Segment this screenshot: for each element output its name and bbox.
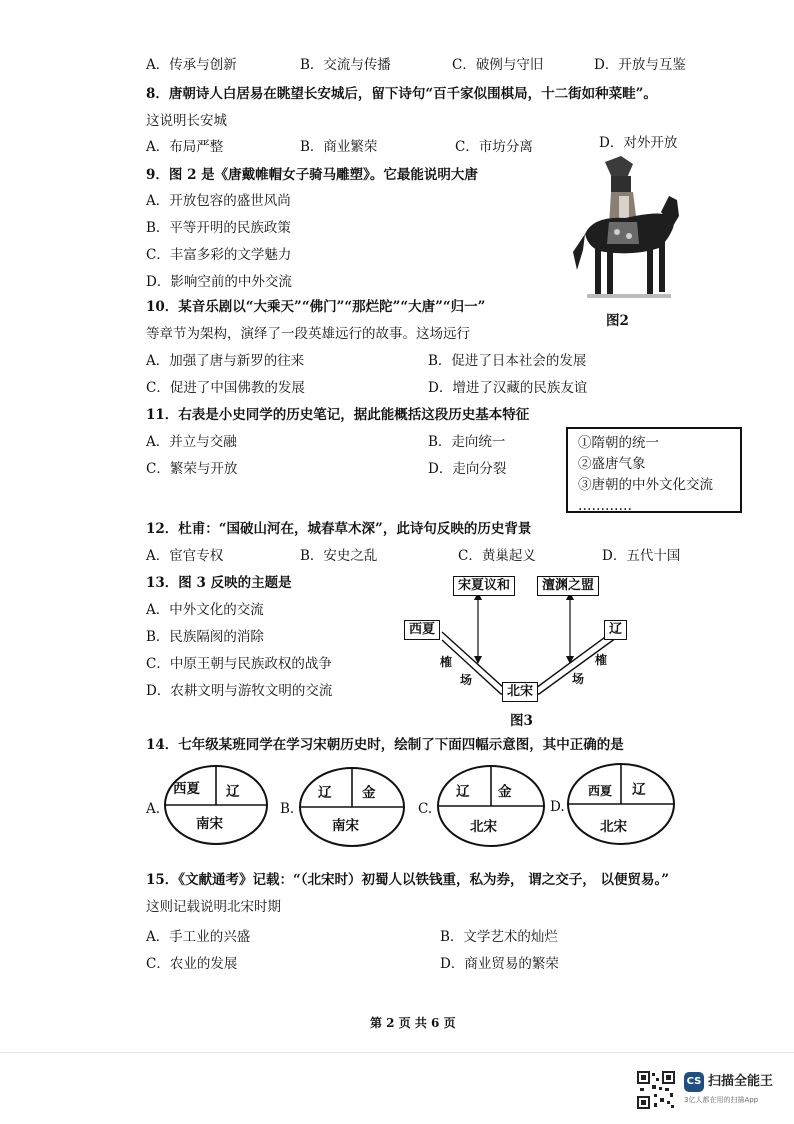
q10-option-c: C．促进了中国佛教的发展 (146, 380, 305, 396)
q15-option-c: C．农业的发展 (146, 956, 238, 972)
q15-stem-line1: 15．《文献通考》记载：“（北宋时）初蜀人以铁钱重，私为券， 谓之交子， 以便贸易。” (146, 872, 669, 888)
qr-code-icon (636, 1070, 676, 1110)
note-line: ②盛唐气象 (578, 456, 646, 472)
figure2-caption: 图2 (606, 313, 629, 329)
q12-stem: 12．杜甫：“国破山河在，城春草木深”，此诗句反映的历史背景 (146, 521, 532, 537)
q14-choice-c-letter: C. (418, 801, 433, 817)
q12-option-c: C．黄巢起义 (458, 548, 536, 564)
q10-stem-line2: 等章节为架构，演绎了一段英雄远行的故事。这场远行 (146, 326, 470, 342)
q7-option-a: A．传承与创新 (146, 57, 237, 73)
q9-option-b: B．平等开明的民族政策 (146, 220, 291, 236)
scanner-app-tagline: 3亿人都在用的扫描App (684, 1096, 759, 1104)
q8-stem-line1: 8．唐朝诗人白居易在眺望长安城后，留下诗句“百千家似围棋局，十二街如种菜畦”。 (146, 86, 657, 102)
q13-option-b: B．民族隔阂的消除 (146, 629, 264, 645)
q10-option-d: D．增进了汉藏的民族友谊 (428, 380, 588, 396)
diagram-label-liao: 辽 (604, 620, 627, 640)
q14-choice-a-letter: A. (146, 801, 161, 817)
q7-option-c: C．破例与守旧 (452, 57, 544, 73)
q8-stem-line2: 这说明长安城 (146, 113, 227, 129)
q14-c-top-left: 辽 (456, 784, 470, 800)
q8-option-c: C．市坊分离 (455, 139, 533, 155)
q11-option-d: D．走向分裂 (428, 461, 507, 477)
q9-stem: 9．图 2 是《唐戴帷帽女子骑马雕塑》。它最能说明大唐 (146, 167, 478, 183)
diagram-label-xixia: 西夏 (404, 620, 440, 640)
diagram-route-right-2: 场 (572, 672, 585, 686)
q14-b-bottom: 南宋 (332, 818, 359, 834)
q14-c-top-right: 金 (498, 784, 512, 800)
q12-option-a: A．宦官专权 (146, 548, 224, 564)
q15-option-b: B．文学艺术的灿烂 (440, 929, 558, 945)
figure2-horse-rider-image (565, 152, 685, 304)
diagram-route-left-2: 场 (460, 673, 473, 687)
q14-a-top-right: 辽 (226, 784, 240, 800)
q12-option-d: D．五代十国 (602, 548, 681, 564)
q14-d-top-right: 辽 (632, 782, 646, 798)
note-line: ③唐朝的中外文化交流 (578, 477, 713, 493)
q7-option-b: B．交流与传播 (300, 57, 391, 73)
q13-option-c: C．中原王朝与民族政权的战争 (146, 656, 332, 672)
q15-stem-line2: 这则记载说明北宋时期 (146, 899, 281, 915)
q14-choice-a-diagram (163, 764, 269, 846)
diagram-label-northern-song: 北宋 (502, 682, 538, 702)
diagram-label-chanyuan-treaty: 澶渊之盟 (537, 576, 599, 596)
q8-option-a: A．布局严整 (146, 139, 224, 155)
q15-option-a: A．手工业的兴盛 (146, 929, 251, 945)
diagram-route-right-1: 榷 (595, 653, 608, 667)
q14-a-bottom: 南宋 (196, 816, 223, 832)
diagram-route-left-1: 榷 (440, 655, 453, 669)
figure3-caption: 图3 (510, 713, 533, 729)
q9-option-c: C．丰富多彩的文学魅力 (146, 247, 292, 263)
q11-stem: 11．右表是小史同学的历史笔记，据此能概括这段历史基本特征 (146, 407, 530, 423)
q11-notes-box (566, 427, 742, 513)
q14-choice-b-diagram (298, 766, 406, 848)
q15-option-d: D．商业贸易的繁荣 (440, 956, 559, 972)
q11-option-a: A．并立与交融 (146, 434, 237, 450)
q10-stem-line1: 10．某音乐剧以“大乘天”“佛门”“那烂陀”“大唐”“归一” (146, 299, 486, 315)
q14-a-top-left: 西夏 (173, 781, 200, 797)
q8-option-d: D．对外开放 (599, 135, 678, 151)
scanner-logo-icon: CS (684, 1072, 704, 1092)
q10-option-b: B．促进了日本社会的发展 (428, 353, 587, 369)
q14-choice-d-letter: D. (550, 799, 565, 815)
q13-option-d: D．农耕文明与游牧文明的交流 (146, 683, 333, 699)
q7-option-d: D．开放与互鉴 (594, 57, 686, 73)
q14-choice-b-letter: B. (280, 801, 295, 817)
note-line: ………… (578, 498, 632, 514)
q9-option-a: A．开放包容的盛世风尚 (146, 193, 291, 209)
q14-stem: 14．七年级某班同学在学习宋朝历史时，绘制了下面四幅示意图，其中正确的是 (146, 737, 624, 753)
q14-d-top-left: 西夏 (588, 784, 613, 798)
q14-b-top-left: 辽 (318, 785, 332, 801)
footer-divider (0, 1052, 794, 1053)
q14-d-bottom: 北宋 (600, 819, 627, 835)
q10-option-a: A．加强了唐与新罗的往来 (146, 353, 305, 369)
note-line: ①隋朝的统一 (578, 435, 659, 451)
page-number: 第 2 页 共 6 页 (370, 1016, 456, 1030)
q13-option-a: A．中外文化的交流 (146, 602, 264, 618)
scanner-app-name: 扫描全能王 (708, 1074, 774, 1089)
q9-option-d: D．影响空前的中外交流 (146, 274, 292, 290)
q11-option-b: B．走向统一 (428, 434, 506, 450)
diagram-label-song-xia-peace: 宋夏议和 (453, 576, 515, 596)
q14-c-bottom: 北宋 (470, 819, 497, 835)
q11-option-c: C．繁荣与开放 (146, 461, 238, 477)
q13-stem: 13．图 3 反映的主题是 (146, 575, 292, 591)
q14-b-top-right: 金 (362, 785, 376, 801)
q8-option-b: B．商业繁荣 (300, 139, 378, 155)
q12-option-b: B．安史之乱 (300, 548, 378, 564)
